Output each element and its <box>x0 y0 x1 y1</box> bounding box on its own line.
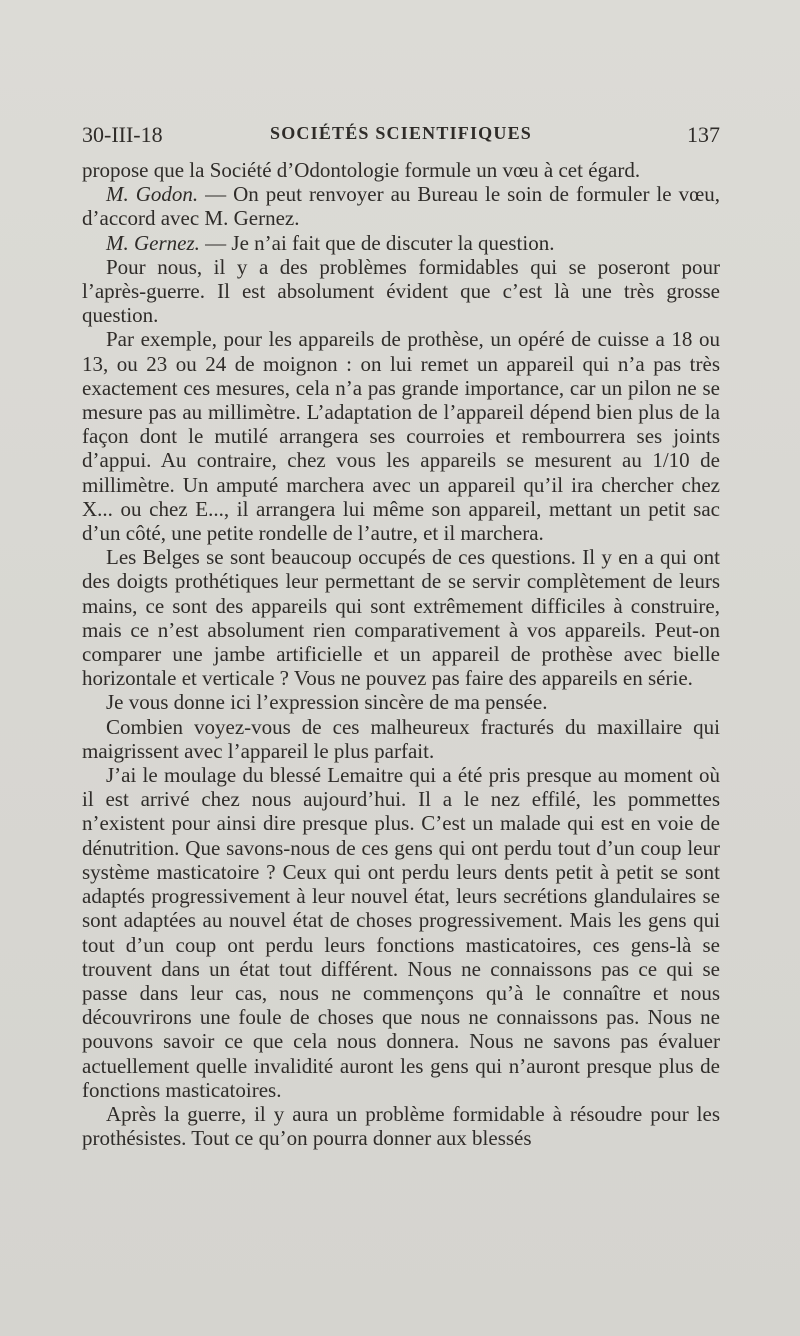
body-text <box>82 158 720 1150</box>
page-number: 137 <box>687 122 720 147</box>
paragraph-continuation <box>82 158 720 182</box>
paragraph <box>82 690 720 714</box>
paragraph <box>82 545 720 690</box>
paragraph-text: J’ai le moulage du blessé Lemaitre qui a été pris presque au moment où il est arrivé chez nous aujourd’hui. Il a le nez effilé, les pommettes n’existent pour ainsi dire presque plus. C’est un malade qui est en voie de dénutrition. Que savons-nous de ces gens qui ont perdu tout d’un coup leur système masticatoire ? Ceux qui ont perdu leurs dents petit à petit se sont adaptés progressivement à leur nouvel état, leurs secrétions glandulaires se sont adaptées au nouvel état de choses progressivement. Mais les gens qui tout d’un coup ont perdu leurs fonctions masticatoires, ces gens-là se trouvent dans un état tout différent. Nous ne connaissons pas ce qui se passe dans leur cas, nous ne commençons qu’à le connaître et nous découvrirons une foule de choses que nous ne connaissons pas. Nous ne pouvons savoir ce que cela nous donnera. Nous ne savons pas évaluer actuellement quelle invalidité auront les gens qui n’auront presque plus de fonctions masticatoires. <box>82 763 720 1102</box>
paragraph <box>82 715 720 763</box>
paragraph-text: Je vous donne ici l’expression sincère de ma pensée. <box>106 690 548 715</box>
paragraph <box>82 763 720 1102</box>
running-head <box>82 122 720 152</box>
speaker-name: M. Godon. <box>106 182 199 207</box>
paragraph <box>82 327 720 545</box>
paragraph-godon <box>82 182 720 230</box>
header-title: SOCIÉTÉS SCIENTIFIQUES <box>270 123 532 143</box>
speaker-name: M. Gernez. <box>106 230 200 255</box>
header-date: 30-III-18 <box>82 122 163 147</box>
paragraph-text: Par exemple, pour les appareils de prothèse, un opéré de cuisse a 18 ou 13, ou 23 ou 24 de moignon : on lui remet un appareil qui n’a pas très exactement ces mesures, cela n’a pas grande importance, car un pilon ne se mesure pas au millimètre. L’adaptation de l’appareil dépend bien plus de la façon dont le mutilé arrangera ses courroies et rembourrera ses joints d’appui. Au contraire, chez vous les appareils se mesurent au 1/10 de millimètre. Un amputé marchera avec un appareil qu’il ira chercher chez X... ou chez E..., il arrangera lui même son appareil, mettant un petit sac d’un côté, une petite rondelle de l’autre, et il marchera. <box>82 327 720 546</box>
paragraph <box>82 255 720 328</box>
paragraph <box>82 1102 720 1150</box>
paragraph-gernez <box>82 231 720 255</box>
paragraph-text: Les Belges se sont beaucoup occupés de ces questions. Il y en a qui ont des doigts prothétiques leur permettant de se servir complètement de leurs mains, ce sont des appareils qui sont extrêmement difficiles à construire, mais ce n’est absolument rien comparativement à vos appareils. Peut-on comparer une jambe artificielle et un appareil de prothèse avec bielle horizontale et verticale ? Vous ne pouvez pas faire des appareils en série. <box>82 545 720 691</box>
paragraph-text: — On peut renvoyer au Bureau le soin de formuler le vœu, d’accord avec M. Gernez. <box>82 182 720 231</box>
paragraph-text: Combien voyez-vous de ces malheureux fracturés du maxillaire qui maigrissent avec l’appareil le plus parfait. <box>82 714 720 763</box>
paragraph-text: Pour nous, il y a des problèmes formidables qui se poseront pour l’après-guerre. Il est absolument évident que c’est là une très grosse question. <box>82 254 720 328</box>
paragraph-text: propose que la Société d’Odontologie formule un vœu à cet égard. <box>82 158 641 182</box>
paragraph-text: Après la guerre, il y aura un problème formidable à résoudre pour les prothésistes. Tout ce qu’on pourra donner aux blessés <box>82 1101 720 1151</box>
paragraph-text: — Je n’ai fait que de discuter la question. <box>199 230 555 255</box>
